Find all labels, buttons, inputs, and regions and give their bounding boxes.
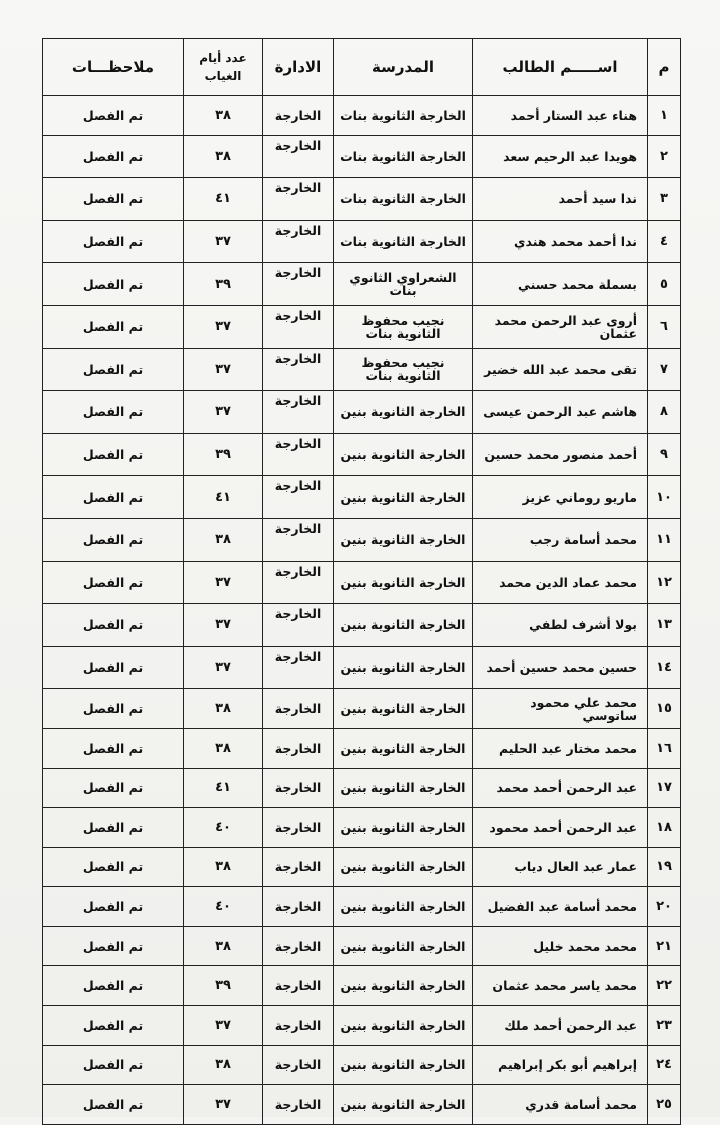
row-number: ١٣ <box>648 604 681 647</box>
notes: تم الفصل <box>43 391 184 434</box>
table-row <box>43 847 681 887</box>
school-name: الخارجة الثانوية بنين <box>334 768 473 808</box>
student-name: ندا سيد أحمد <box>473 178 648 221</box>
administration: الخارجة <box>263 689 334 729</box>
absence-days: ٣٨ <box>184 926 263 966</box>
table-row <box>43 728 681 768</box>
table-body <box>43 96 681 1125</box>
absence-days: ٤٠ <box>184 808 263 848</box>
student-name: أحمد منصور محمد حسين <box>473 433 648 476</box>
absence-days: ٣٧ <box>184 220 263 263</box>
administration: الخارجة <box>263 768 334 808</box>
table-row <box>43 391 681 434</box>
administration: الخارجة <box>263 263 334 306</box>
student-name: عبد الرحمن أحمد محمود <box>473 808 648 848</box>
administration: الخارجة <box>263 1006 334 1046</box>
administration: الخارجة <box>263 178 334 221</box>
table-row <box>43 178 681 221</box>
notes: تم الفصل <box>43 768 184 808</box>
student-name: هناء عبد الستار أحمد <box>473 96 648 136</box>
header-notes: ملاحظـــات <box>43 39 184 96</box>
school-name: الخارجة الثانوية بنين <box>334 476 473 519</box>
students-absence-table <box>42 38 681 1125</box>
row-number: ٥ <box>648 263 681 306</box>
header-absence-days <box>184 39 263 96</box>
administration: الخارجة <box>263 220 334 263</box>
school-name: الخارجة الثانوية بنات <box>334 178 473 221</box>
header-school: المدرسة <box>334 39 473 96</box>
table-row <box>43 561 681 604</box>
administration: الخارجة <box>263 966 334 1006</box>
student-name: محمد أسامة قدري <box>473 1085 648 1125</box>
row-number: ١٨ <box>648 808 681 848</box>
row-number: ٢٤ <box>648 1045 681 1085</box>
absence-days: ٣٧ <box>184 604 263 647</box>
administration: الخارجة <box>263 926 334 966</box>
table-row <box>43 96 681 136</box>
administration: الخارجة <box>263 135 334 178</box>
student-name: عبد الرحمن أحمد محمد <box>473 768 648 808</box>
notes: تم الفصل <box>43 518 184 561</box>
student-name: هاشم عبد الرحمن عيسى <box>473 391 648 434</box>
row-number: ١ <box>648 96 681 136</box>
absence-days: ٤١ <box>184 476 263 519</box>
school-name: الخارجة الثانوية بنين <box>334 926 473 966</box>
absence-days: ٤١ <box>184 768 263 808</box>
student-name: ماريو روماني عزيز <box>473 476 648 519</box>
absence-days: ٣٨ <box>184 689 263 729</box>
school-name: الخارجة الثانوية بنين <box>334 391 473 434</box>
row-number: ١٦ <box>648 728 681 768</box>
absence-days: ٣٧ <box>184 305 263 348</box>
school-name: نجيب محفوظ الثانوية بنات <box>334 348 473 391</box>
row-number: ١١ <box>648 518 681 561</box>
student-name: محمد أسامة عبد الفضيل <box>473 887 648 927</box>
absence-days: ٣٨ <box>184 847 263 887</box>
notes: تم الفصل <box>43 728 184 768</box>
header-m: م <box>648 39 681 96</box>
absence-days: ٣٧ <box>184 1006 263 1046</box>
table-row <box>43 305 681 348</box>
administration: الخارجة <box>263 1085 334 1125</box>
table-row <box>43 1006 681 1046</box>
header-student-name: اســـــم الطالب <box>473 39 648 96</box>
administration: الخارجة <box>263 646 334 689</box>
row-number: ١٧ <box>648 768 681 808</box>
school-name: الخارجة الثانوية بنين <box>334 887 473 927</box>
notes: تم الفصل <box>43 604 184 647</box>
student-name: ندا أحمد محمد هندي <box>473 220 648 263</box>
notes: تم الفصل <box>43 1085 184 1125</box>
notes: تم الفصل <box>43 305 184 348</box>
row-number: ٢١ <box>648 926 681 966</box>
row-number: ٩ <box>648 433 681 476</box>
notes: تم الفصل <box>43 561 184 604</box>
school-name: الخارجة الثانوية بنين <box>334 808 473 848</box>
absence-days: ٣٨ <box>184 135 263 178</box>
row-number: ٢٥ <box>648 1085 681 1125</box>
row-number: ١٠ <box>648 476 681 519</box>
row-number: ١٤ <box>648 646 681 689</box>
absence-days: ٣٩ <box>184 263 263 306</box>
row-number: ٨ <box>648 391 681 434</box>
administration: الخارجة <box>263 96 334 136</box>
student-name: محمد محمد خليل <box>473 926 648 966</box>
table-row <box>43 1045 681 1085</box>
row-number: ٢٢ <box>648 966 681 1006</box>
notes: تم الفصل <box>43 433 184 476</box>
school-name: الخارجة الثانوية بنين <box>334 1006 473 1046</box>
administration: الخارجة <box>263 391 334 434</box>
student-name: هويدا عبد الرحيم سعد <box>473 135 648 178</box>
absence-days: ٤٠ <box>184 887 263 927</box>
table-row <box>43 768 681 808</box>
row-number: ٢ <box>648 135 681 178</box>
absence-days: ٣٧ <box>184 646 263 689</box>
notes: تم الفصل <box>43 178 184 221</box>
absence-days: ٣٧ <box>184 348 263 391</box>
student-name: محمد علي محمود ساتوسي <box>473 689 648 729</box>
table-row <box>43 966 681 1006</box>
student-name: محمد أسامة رجب <box>473 518 648 561</box>
table-row <box>43 1085 681 1125</box>
notes: تم الفصل <box>43 1045 184 1085</box>
row-number: ١٥ <box>648 689 681 729</box>
absence-days: ٣٩ <box>184 433 263 476</box>
table-row <box>43 887 681 927</box>
administration: الخارجة <box>263 728 334 768</box>
notes: تم الفصل <box>43 476 184 519</box>
table-row <box>43 135 681 178</box>
row-number: ٣ <box>648 178 681 221</box>
row-number: ٦ <box>648 305 681 348</box>
absence-days: ٤١ <box>184 178 263 221</box>
administration: الخارجة <box>263 887 334 927</box>
absence-days: ٣٨ <box>184 96 263 136</box>
student-name: أروى عبد الرحمن محمد عثمان <box>473 305 648 348</box>
student-name: إبراهيم أبو بكر إبراهيم <box>473 1045 648 1085</box>
student-name: حسين محمد حسين أحمد <box>473 646 648 689</box>
notes: تم الفصل <box>43 220 184 263</box>
table-row <box>43 518 681 561</box>
administration: الخارجة <box>263 305 334 348</box>
administration: الخارجة <box>263 561 334 604</box>
absence-days: ٣٨ <box>184 1045 263 1085</box>
notes: تم الفصل <box>43 348 184 391</box>
header-administration: الادارة <box>263 39 334 96</box>
school-name: الخارجة الثانوية بنين <box>334 433 473 476</box>
school-name: الشعراوي الثانوي بنات <box>334 263 473 306</box>
student-name: بولا أشرف لطفي <box>473 604 648 647</box>
administration: الخارجة <box>263 348 334 391</box>
row-number: ٤ <box>648 220 681 263</box>
student-name: عمار عبد العال دياب <box>473 847 648 887</box>
administration: الخارجة <box>263 476 334 519</box>
row-number: ٢٣ <box>648 1006 681 1046</box>
school-name: الخارجة الثانوية بنات <box>334 135 473 178</box>
table-row <box>43 808 681 848</box>
notes: تم الفصل <box>43 887 184 927</box>
notes: تم الفصل <box>43 96 184 136</box>
table-row <box>43 689 681 729</box>
school-name: الخارجة الثانوية بنين <box>334 604 473 647</box>
table-row <box>43 263 681 306</box>
school-name: الخارجة الثانوية بنين <box>334 847 473 887</box>
notes: تم الفصل <box>43 808 184 848</box>
student-name: تقى محمد عبد الله خضير <box>473 348 648 391</box>
student-name: محمد ياسر محمد عثمان <box>473 966 648 1006</box>
notes: تم الفصل <box>43 847 184 887</box>
notes: تم الفصل <box>43 689 184 729</box>
row-number: ١٢ <box>648 561 681 604</box>
school-name: الخارجة الثانوية بنين <box>334 646 473 689</box>
notes: تم الفصل <box>43 135 184 178</box>
administration: الخارجة <box>263 847 334 887</box>
table-row <box>43 476 681 519</box>
school-name: الخارجة الثانوية بنات <box>334 220 473 263</box>
notes: تم الفصل <box>43 263 184 306</box>
absence-days: ٣٩ <box>184 966 263 1006</box>
school-name: الخارجة الثانوية بنين <box>334 689 473 729</box>
administration: الخارجة <box>263 1045 334 1085</box>
row-number: ١٩ <box>648 847 681 887</box>
absence-days: ٣٨ <box>184 728 263 768</box>
table-header-row <box>43 39 681 96</box>
administration: الخارجة <box>263 808 334 848</box>
student-name: محمد مختار عبد الحليم <box>473 728 648 768</box>
absence-days: ٣٧ <box>184 1085 263 1125</box>
header-absence-days-label: عدد أيام الغياب <box>199 51 247 83</box>
administration: الخارجة <box>263 518 334 561</box>
absence-days: ٣٨ <box>184 518 263 561</box>
student-name: بسملة محمد حسني <box>473 263 648 306</box>
row-number: ٢٠ <box>648 887 681 927</box>
table-row <box>43 220 681 263</box>
row-number: ٧ <box>648 348 681 391</box>
school-name: الخارجة الثانوية بنين <box>334 1045 473 1085</box>
notes: تم الفصل <box>43 646 184 689</box>
table-row <box>43 348 681 391</box>
administration: الخارجة <box>263 433 334 476</box>
table-row <box>43 646 681 689</box>
school-name: الخارجة الثانوية بنين <box>334 728 473 768</box>
school-name: الخارجة الثانوية بنين <box>334 1085 473 1125</box>
absence-days: ٣٧ <box>184 561 263 604</box>
absence-days: ٣٧ <box>184 391 263 434</box>
table-row <box>43 926 681 966</box>
notes: تم الفصل <box>43 926 184 966</box>
administration: الخارجة <box>263 604 334 647</box>
school-name: الخارجة الثانوية بنات <box>334 96 473 136</box>
school-name: نجيب محفوظ الثانوية بنات <box>334 305 473 348</box>
school-name: الخارجة الثانوية بنين <box>334 966 473 1006</box>
school-name: الخارجة الثانوية بنين <box>334 561 473 604</box>
table-row <box>43 604 681 647</box>
student-name: عبد الرحمن أحمد ملك <box>473 1006 648 1046</box>
notes: تم الفصل <box>43 966 184 1006</box>
school-name: الخارجة الثانوية بنين <box>334 518 473 561</box>
notes: تم الفصل <box>43 1006 184 1046</box>
student-name: محمد عماد الدين محمد <box>473 561 648 604</box>
table-row <box>43 433 681 476</box>
